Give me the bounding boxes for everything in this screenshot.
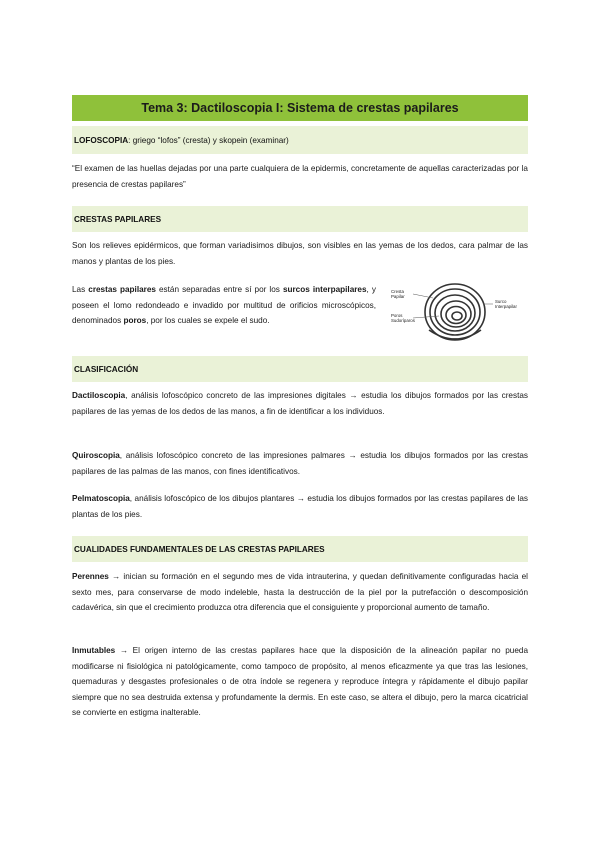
crestas-paragraph-1: Son los relieves epidérmicos, que forman variadisimos dibujos, son visibles en las yemas de los dedos, cara palmar de las manos y plantas de los pies. bbox=[72, 241, 528, 266]
cualidades-heading: CUALIDADES FUNDAMENTALES DE LAS CRESTAS PAPILARES bbox=[74, 544, 325, 554]
fingerprint-figure bbox=[385, 278, 525, 342]
figure-label-poros: Poros bbox=[391, 313, 403, 318]
lofoscopia-band bbox=[72, 126, 528, 154]
lofoscopia-etymology: : griego “lofos” (cresta) y skopein (examinar) bbox=[128, 135, 289, 145]
figure-label-surco: Surco bbox=[495, 299, 507, 304]
clasificacion-heading-band bbox=[72, 356, 528, 382]
cualidades-heading-band bbox=[72, 536, 528, 562]
figure-label-sudoriparos: Sudoríparos bbox=[391, 318, 415, 323]
clasificacion-item-dactiloscopia: Dactiloscopia, análisis lofoscópico concreto de las impresiones digitales → estudia los dibujos formados por las crestas papilares de las yemas de los dedos de las manos, a fin de identificar a los individuos. bbox=[72, 391, 528, 416]
fingerprint-icon bbox=[425, 284, 485, 340]
lofoscopia-definition: “El examen de las huellas dejadas por una parte cualquiera de la epidermis, concretamente de aquellas caracterizadas por la presencia de crestas papilares” bbox=[72, 164, 528, 189]
title-banner bbox=[72, 95, 528, 121]
page-title: Tema 3: Dactiloscopia I: Sistema de crestas papilares bbox=[141, 101, 459, 115]
figure-label-cresta: Cresta bbox=[391, 289, 404, 294]
crestas-paragraph-2: Las crestas papilares están separadas entre sí por los surcos interpapilares, y poseen el lomo redondeado e invadido por multitud de orificios microscópicos, denominados poros, por los cuales se expele el sudo. bbox=[72, 285, 376, 326]
crestas-heading-band bbox=[72, 206, 528, 232]
cualidades-item-perennes: Perennes → inician su formación en el segundo mes de vida intrauterina, y quedan definitivamente configuradas hacia el sexto mes, para conservarse de modo indeleble, hasta la destrucción de la piel por la putrefacción o descomposición cadavérica, sin que el crecimiento produzca otra diferencia que el consiguiente y proporcional aumento de tamaño. bbox=[72, 572, 528, 613]
clasificacion-item-pelmatoscopia: Pelmatoscopia, análisis lofoscópico de los dibujos plantares → estudia los dibujos formados por las crestas papilares de las plantas de los pies. bbox=[72, 494, 528, 519]
lofoscopia-term: LOFOSCOPIA bbox=[74, 135, 129, 145]
cualidades-item-inmutables: Inmutables → El origen interno de las crestas papilares hace que la disposición de la alineación papilar no pueda modificarse ni fisiológica ni patológicamente, como tampoco de propósito, al menos eficazmente ya que tras las lesiones, quemaduras y desgastes profesionales o de otra índole se regenera y reproduce íntegra y rápidamente el dibujo papilar siempre que no sea destruida extensa y profundamente la dermis. En este caso, se altera el dibujo, pero la marca cicatricial se convierte en estigma inalterable. bbox=[72, 646, 528, 718]
figure-label-interpapilar: Interpapilar bbox=[495, 304, 517, 309]
figure-label-papilar: Papilar bbox=[391, 294, 405, 299]
clasificacion-item-quiroscopia: Quiroscopia, análisis lofoscópico concreto de las impresiones palmares → estudia los dibujos formados por las crestas papilares de las palmas de las manos, con fines identificativos. bbox=[72, 451, 528, 476]
clasificacion-heading: CLASIFICACIÓN bbox=[74, 364, 139, 374]
crestas-heading: CRESTAS PAPILARES bbox=[74, 214, 162, 224]
